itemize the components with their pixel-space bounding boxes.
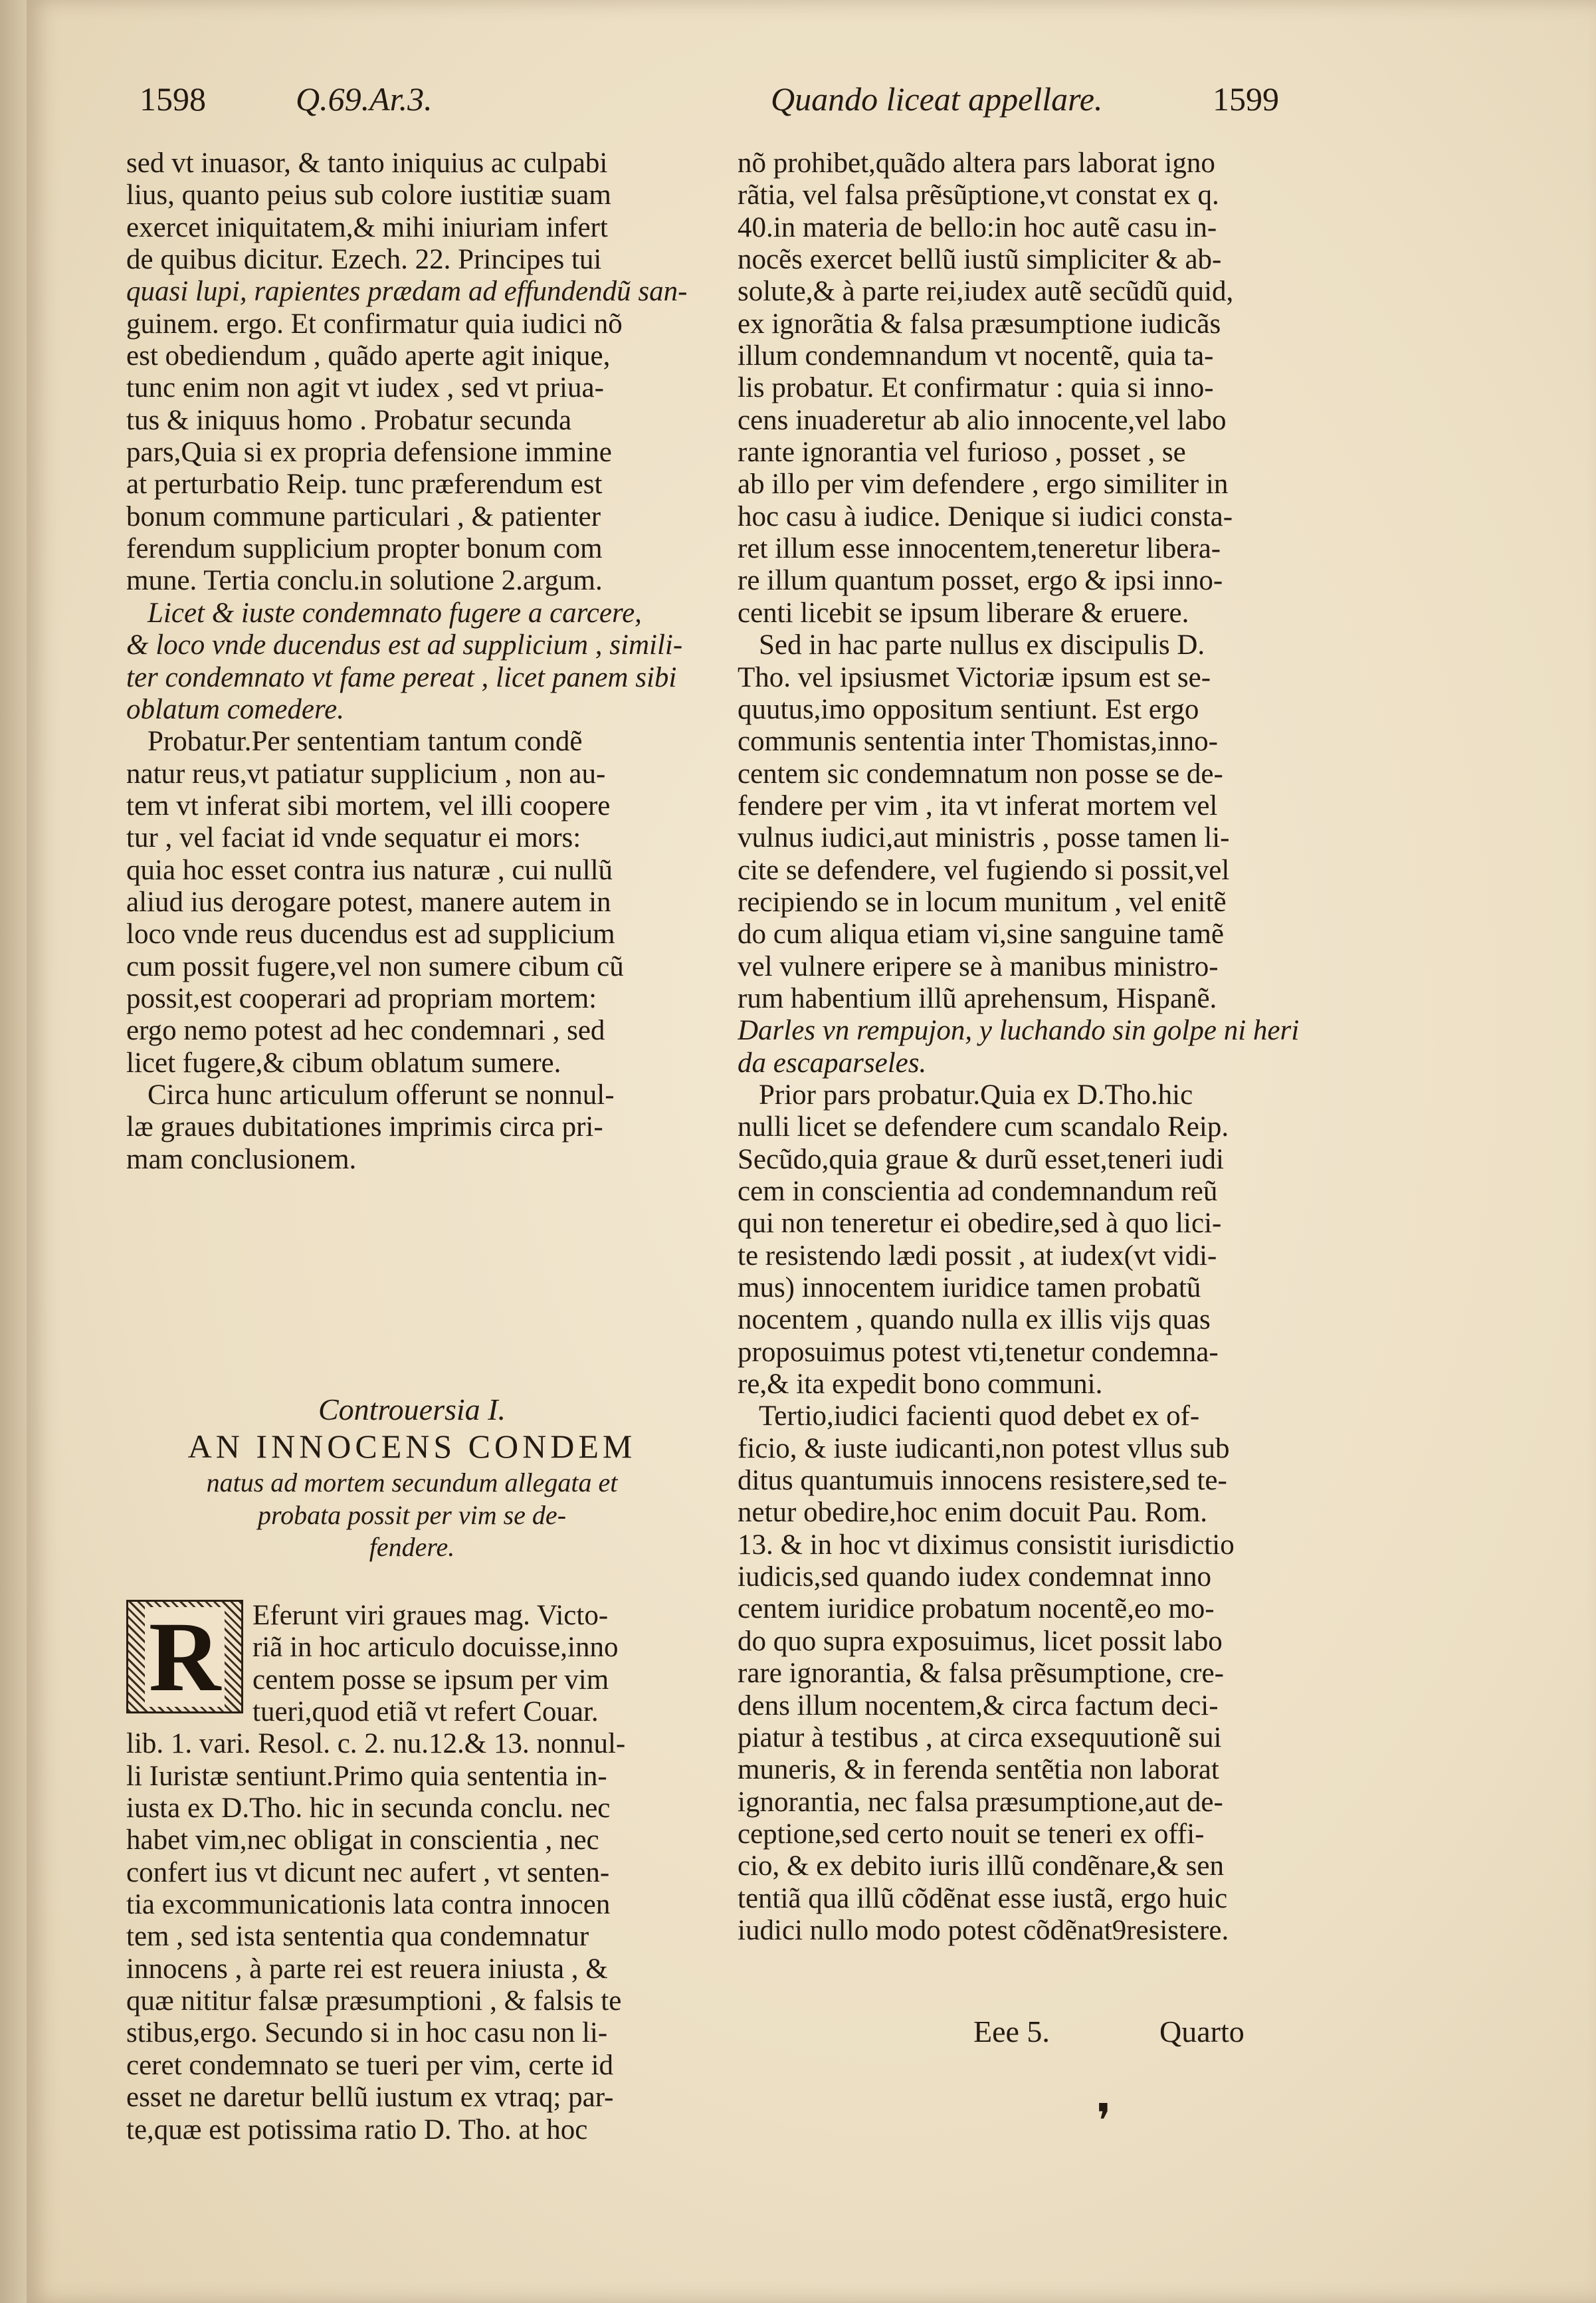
body-line: esset ne daretur bellũ iustum ex vtraq; par- [126, 2082, 614, 2114]
body-line: sed vt inuasor, & tanto iniquius ac culpabi [126, 148, 608, 179]
body-line: guinem. ergo. Et confirmatur quia iudici nõ [126, 308, 623, 340]
body-line: centi licebit se ipsum liberare & eruere. [738, 597, 1189, 629]
body-line: mam conclusionem. [126, 1143, 357, 1175]
body-line: rãtia, vel falsa prẽsũptione,vt constat ex q. [738, 179, 1219, 211]
right-column [738, 148, 1309, 1947]
body-line: 40.in materia de bello:in hoc autẽ casu in- [738, 211, 1217, 243]
body-line: solute,& à parte rei,iudex autẽ secũdũ quid, [738, 276, 1234, 308]
body-line: quæ nititur falsæ præsumptioni , & falsis te [126, 1985, 622, 2017]
body-line: Darles vn rempujon, y luchando sin golpe ni heri [738, 1015, 1300, 1047]
controversy-title: AN INNOCENS CONDEM [187, 1428, 637, 1466]
body-line: rante ignorantia vel furioso , posset , se [738, 437, 1186, 469]
body-line: do cum aliqua etiam vi,sine sanguine tamẽ [738, 919, 1224, 950]
body-line: cio, & ex debito iuris illũ condẽnare,& sen [738, 1850, 1225, 1882]
body-line: possit,est cooperari ad propriam mortem: [126, 982, 597, 1014]
body-line: tus & iniquus homo . Probatur secunda [126, 404, 572, 436]
body-line: do quo supra exposuimus, licet possit labo [738, 1625, 1223, 1657]
binding-gutter [0, 0, 27, 2303]
body-line: bonum commune particulari , & patienter [126, 500, 601, 532]
body-line: quia hoc esset contra ius naturæ , cui nullũ [126, 854, 613, 886]
controversy-heading [126, 1394, 698, 1563]
body-line: dens illum nocentem,& circa factum deci- [738, 1690, 1219, 1721]
left-column-text [126, 148, 698, 1176]
body-line: qui non teneretur ei obedire,sed à quo lici- [738, 1208, 1222, 1240]
body-line: lis probatur. Et confirmatur : quia si inno- [738, 372, 1214, 404]
body-line: ergo nemo potest ad hec condemnari , sed [126, 1015, 605, 1047]
body-line: proposuimus potest vti,tenetur condemna- [738, 1336, 1219, 1368]
body-line: Eferunt viri graues mag. Victo- [252, 1600, 609, 1631]
body-line: te resistendo lædi possit , at iudex(vt vidi- [738, 1240, 1217, 1271]
left-running-title: Q.69.Ar.3. [296, 80, 433, 118]
body-line: tueri,quod etiã vt refert Couar. [252, 1696, 599, 1728]
body-line: licet fugere,& cibum oblatum sumere. [126, 1047, 561, 1079]
body-line: piatur à testibus , at circa exsequutionẽ sui [738, 1721, 1222, 1753]
body-line: quutus,imo oppositum sentiunt. Est ergo [738, 693, 1199, 725]
body-line: ceret condemnato se tueri per vim, certe id [126, 2049, 614, 2081]
controversy-body [126, 1600, 698, 2146]
body-line: aliud ius derogare potest, manere autem in [126, 886, 611, 918]
body-line: tem vt inferat sibi mortem, vel illi coopere [126, 790, 611, 822]
body-line: riã in hoc articulo docuisse,inno [252, 1632, 619, 1664]
body-line: centem iuridice probatum nocentẽ,eo mo- [738, 1593, 1215, 1625]
ink-blot-mark: ❜ [1096, 2096, 1112, 2147]
controversy-label: Controuersia I. [318, 1394, 506, 1426]
body-line: tem , sed ista sententia qua condemnatur [126, 1921, 589, 1953]
body-line: nõ prohibet,quãdo altera pars laborat igno [738, 148, 1215, 179]
body-line: Tertio,iudici facienti quod debet ex of- [759, 1400, 1200, 1432]
body-line: cens inuaderetur ab alio innocente,vel labo [738, 404, 1227, 436]
controversy-subtitle-1: natus ad mortem secundum allegata et [206, 1468, 618, 1498]
body-line: habet vim,nec obligat in conscientia , nec [126, 1824, 599, 1856]
body-line: re,& ita expedit bono communi. [738, 1369, 1103, 1400]
body-line: cite se defendere, vel fugiendo si possit,vel [738, 854, 1230, 886]
body-line: fendere per vim , ita vt inferat mortem vel [738, 790, 1218, 822]
body-line: ex ignorãtia & falsa præsumptione iudicãs [738, 308, 1221, 340]
body-line: rare ignorantia, & falsa prẽsumptione, cre- [738, 1658, 1224, 1690]
body-line: oblatum comedere. [126, 693, 344, 725]
body-line: ferendum supplicium propter bonum com [126, 533, 603, 565]
body-line: vulnus iudici,aut ministris , posse tamen li- [738, 822, 1230, 854]
body-line: 13. & in hoc vt diximus consistit iurisdictio [738, 1529, 1235, 1561]
body-line: quasi lupi, rapientes prædam ad effundendũ san- [126, 276, 688, 308]
body-line: ceptione,sed certo nouit se teneri ex offi- [738, 1818, 1205, 1850]
decorated-initial [126, 1600, 243, 1713]
body-line: confert ius vt dicunt nec aufert , vt senten- [126, 1856, 610, 1888]
body-line: Probatur.Per sententiam tantum condẽ [148, 726, 583, 758]
body-line: rum habentium illũ aprehensum, Hispanẽ. [738, 982, 1217, 1014]
body-line: nocentem , quando nulla ex illis vijs quas [738, 1304, 1211, 1336]
body-line: pars,Quia si ex propria defensione immine [126, 437, 612, 469]
body-line: te,quæ est potissima ratio D. Tho. at hoc [126, 2114, 588, 2145]
body-line: illum condemnandum vt nocentẽ, quia ta- [738, 340, 1214, 372]
body-line: hoc casu à iudice. Denique si iudici consta- [738, 500, 1233, 532]
body-line: stibus,ergo. Secundo si in hoc casu non li- [126, 2017, 608, 2049]
body-line: læ graues dubitationes imprimis circa pri- [126, 1111, 603, 1143]
body-line: centem posse se ipsum per vim [252, 1664, 609, 1696]
body-line: netur obedire,hoc enim docuit Pau. Rom. [738, 1497, 1207, 1529]
body-line: Licet & iuste condemnato fugere a carcere, [148, 597, 642, 629]
body-line: tunc enim non agit vt iudex , sed vt priua- [126, 372, 604, 404]
body-line: cum possit fugere,vel non sumere cibum cũ [126, 950, 624, 982]
body-line: de quibus dicitur. Ezech. 22. Principes tui [126, 244, 602, 276]
body-line: re illum quantum posset, ergo & ipsi inno- [738, 565, 1223, 597]
right-column-text [738, 148, 1309, 1947]
body-line: Tho. vel ipsiusmet Victoriæ ipsum est se- [738, 661, 1211, 693]
body-line: ficio, & iuste iudicanti,non potest vllus sub [738, 1432, 1230, 1464]
body-line: communis sententia inter Thomistas,inno- [738, 726, 1218, 758]
body-line: li Iuristæ sentiunt.Primo quia sententia in- [126, 1760, 607, 1792]
controversy-subtitle-3: fendere. [369, 1532, 455, 1563]
body-line: ter condemnato vt fame pereat , licet panem sibi [126, 661, 677, 693]
left-column-continuation [126, 1728, 698, 2145]
decorated-initial-letter: R [145, 1607, 225, 1707]
body-line: muneris, & in ferenda sentẽtia non laborat [738, 1754, 1219, 1786]
body-line: tur , vel faciat id vnde sequatur ei mors: [126, 822, 581, 854]
body-line: exercet iniquitatem,& mihi iniuriam infert [126, 211, 608, 243]
left-page-number: 1598 [140, 80, 206, 118]
body-line: iudici nullo modo potest cõdẽnat9resistere. [738, 1914, 1229, 1946]
body-line: Secũdo,quia graue & durũ esset,teneri iudi [738, 1143, 1224, 1175]
body-line: natur reus,vt patiatur supplicium , non au- [126, 758, 606, 790]
body-line: mune. Tertia conclu.in solutione 2.argum. [126, 565, 603, 597]
body-line: innocens , à parte rei est reuera iniusta , & [126, 1953, 608, 1985]
body-line: centem sic condemnatum non posse se de- [738, 758, 1223, 790]
body-line: ditus quantumuis innocens resistere,sed te- [738, 1465, 1227, 1497]
body-line: iusta ex D.Tho. hic in secunda conclu. nec [126, 1793, 611, 1824]
body-line: Prior pars probatur.Quia ex D.Tho.hic [759, 1079, 1193, 1111]
body-line: est obediendum , quãdo aperte agit inique, [126, 340, 611, 372]
body-line: Circa hunc articulum offerunt se nonnul- [148, 1079, 615, 1111]
body-line: recipiendo se in locum munitum , vel enitẽ [738, 886, 1227, 918]
right-page-number: 1599 [1213, 80, 1279, 118]
body-line: ret illum esse innocentem,teneretur libera- [738, 533, 1221, 565]
left-column [126, 148, 698, 2145]
body-line: lib. 1. vari. Resol. c. 2. nu.12.& 13. nonnul- [126, 1728, 626, 1760]
body-line: ab illo per vim defendere , ergo similiter in [738, 469, 1229, 500]
body-line: mus) innocentem iuridice tamen probatũ [738, 1272, 1201, 1304]
body-line: vel vulnere eripere se à manibus ministro- [738, 950, 1219, 982]
dropcap-text [252, 1600, 698, 1728]
body-line: da escaparseles. [738, 1047, 927, 1079]
catchword: Quarto [1159, 2015, 1245, 2048]
signature-mark: Eee 5. [973, 2015, 1050, 2048]
body-line: loco vnde reus ducendus est ad supplicium [126, 919, 615, 950]
controversy-subtitle-2: probata possit per vim se de- [257, 1499, 567, 1530]
body-line: nocẽs exercet bellũ iustũ simpliciter & ab- [738, 244, 1222, 276]
body-line: tia excommunicationis lata contra innocen [126, 1889, 611, 1921]
body-line: iudicis,sed quando iudex condemnat inno [738, 1561, 1211, 1593]
body-line: tentiã qua illũ cõdẽnat esse iustã, ergo huic [738, 1882, 1228, 1914]
body-line: cem in conscientia ad condemnandum reũ [738, 1176, 1218, 1207]
body-line: & loco vnde ducendus est ad supplicium , simili- [126, 629, 683, 661]
body-line: at perturbatio Reip. tunc præferendum est [126, 469, 603, 500]
body-line: Sed in hac parte nullus ex discipulis D. [759, 629, 1205, 661]
right-running-title: Quando liceat appellare. [771, 80, 1103, 118]
body-line: nulli licet se defendere cum scandalo Reip. [738, 1111, 1229, 1143]
body-line: ignorantia, nec falsa præsumptione,aut de- [738, 1786, 1223, 1818]
body-line: lius, quanto peius sub colore iustitiæ suam [126, 179, 611, 211]
